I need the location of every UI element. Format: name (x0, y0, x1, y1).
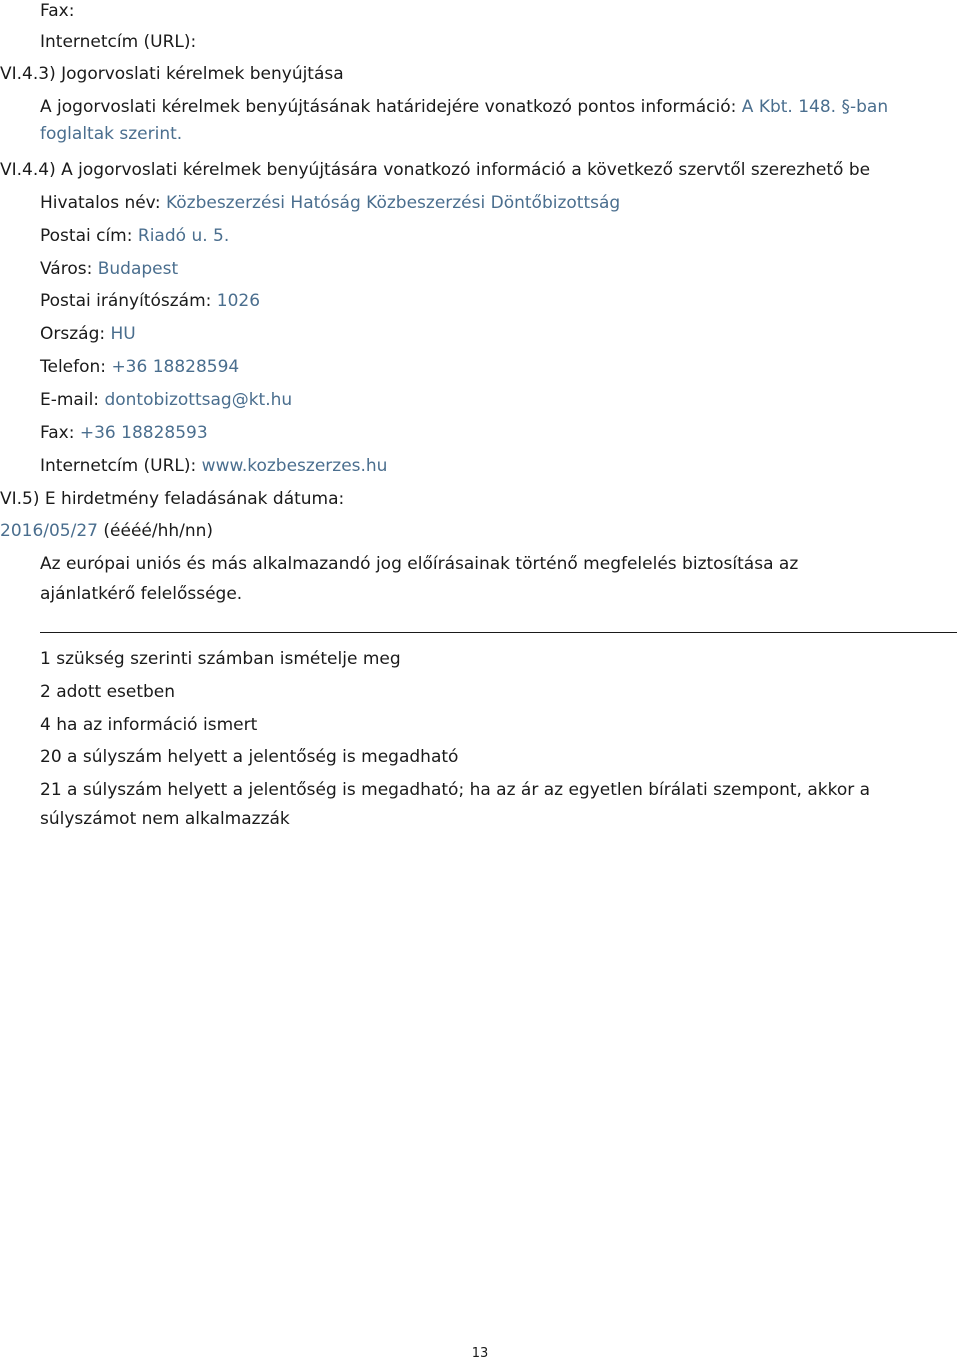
footnote-2: 2 adott esetben (40, 682, 176, 702)
field-value: Közbeszerzési Hatóság Közbeszerzési Döntőbizottság (165, 193, 621, 213)
field-value: +36 18828593 (79, 423, 208, 443)
footnote-separator (40, 632, 957, 633)
deadline-label: A jogorvoslati kérelmek benyújtásának határidejére vonatkozó pontos információ: (40, 97, 737, 117)
field-postcode (40, 290, 260, 312)
field-value: www.kozbeszerzes.hu (201, 456, 388, 476)
field-label: Ország: (40, 324, 106, 344)
field-postal-address (40, 225, 229, 247)
field-country (40, 323, 136, 345)
footnote-20: 20 a súlyszám helyett a jelentőség is megadható (40, 747, 459, 767)
section-heading-6-4-3: VI.4.3) Jogorvoslati kérelmek benyújtása (0, 64, 344, 84)
field-value: HU (110, 324, 136, 344)
field-label: Internetcím (URL): (40, 456, 197, 476)
footnote-4: 4 ha az információ ismert (40, 715, 258, 735)
deadline-value-cont: foglaltak szerint. (40, 124, 183, 144)
field-value: dontobizottsag@kt.hu (104, 390, 293, 410)
dispatch-date (0, 520, 213, 542)
fax-label: Fax: (40, 1, 75, 21)
field-label: Postai irányítószám: (40, 291, 212, 311)
field-label: Telefon: (40, 357, 107, 377)
field-phone (40, 356, 239, 378)
dispatch-date-value: 2016/05/27 (0, 521, 98, 541)
dispatch-date-format: (éééé/hh/nn) (103, 521, 214, 541)
field-value: Budapest (97, 259, 179, 279)
footnote-21: 21 a súlyszám helyett a jelentőség is megadható; ha az ár az egyetlen bírálati szempont, akkor a (40, 780, 871, 800)
field-email (40, 389, 292, 411)
section-heading-6-5: VI.5) E hirdetmény feladásának dátuma: (0, 489, 345, 509)
field-official-name (40, 192, 620, 214)
field-value: +36 18828594 (111, 357, 240, 377)
field-value: Riadó u. 5. (137, 226, 230, 246)
disclaimer-line-1: Az európai uniós és más alkalmazandó jog előírásainak történő megfelelés biztosítása az (40, 554, 799, 574)
field-value: 1026 (216, 291, 261, 311)
footnote-1: 1 szükség szerinti számban ismételje meg (40, 649, 401, 669)
field-label: Hivatalos név: (40, 193, 161, 213)
field-city (40, 258, 178, 280)
field-url (40, 455, 387, 477)
deadline-info (40, 96, 888, 118)
field-label: E-mail: (40, 390, 100, 410)
field-label: Postai cím: (40, 226, 133, 246)
deadline-value: A Kbt. 148. §-ban (741, 97, 889, 117)
field-fax (40, 422, 208, 444)
page-number: 13 (471, 1346, 489, 1361)
url-label: Internetcím (URL): (40, 32, 197, 52)
section-heading-6-4-4: VI.4.4) A jogorvoslati kérelmek benyújtására vonatkozó információ a következő szervtől szerezhető be (0, 160, 871, 180)
disclaimer-line-2: ajánlatkérő felelőssége. (40, 584, 243, 604)
field-label: Város: (40, 259, 93, 279)
field-label: Fax: (40, 423, 75, 443)
footnote-21-cont: súlyszámot nem alkalmazzák (40, 809, 290, 829)
